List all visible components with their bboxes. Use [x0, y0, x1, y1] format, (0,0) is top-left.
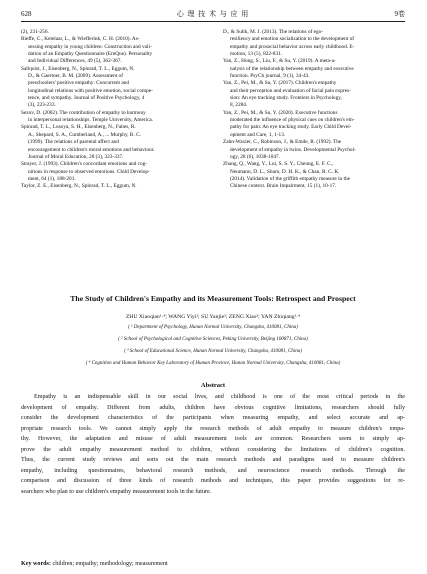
- affiliation-3: ( ³ School of Educational Science, Hunan Normal University, Changsha, 410081, China): [124, 349, 302, 354]
- reference-line: dation of an Empathy Questionnaire (EmQue). Personality: [28, 51, 153, 58]
- keywords-label: Key words:: [21, 561, 51, 567]
- reference-line: Zhang, Q., Wang, Y., Lui, S. S. Y., Cheung, E. F. C.,: [223, 161, 334, 168]
- reference-line: sion: An eye tracking study. Frontiers in Psychology,: [230, 95, 342, 102]
- running-header: [21, 8, 405, 20]
- reference-line: 8, 2284.: [230, 102, 248, 109]
- reference-line: Zahn-Waxler, C., Robinson, J., & Emde, R. (1992). The: [223, 139, 342, 146]
- references-left-column: [21, 29, 202, 191]
- reference-line: Chinese context. Brain Impairment, 15 (1), 10-17.: [230, 183, 337, 190]
- abstract-body: [21, 392, 405, 497]
- reference-line: development of empathy in twins. Developmental Psychol-: [230, 146, 356, 153]
- reference-line: motion, 13 (5), 822-831.: [230, 51, 283, 58]
- reference-line: D., & Gaertner, B. M. (2009). Assessment of: [28, 73, 123, 80]
- abstract-line: thy. However, the adaptation and misuse of adult measurement tools are common. Researchers seem to simply ap-: [21, 436, 405, 442]
- reference-line: Yan, Z., Pei, M., & Su, Y. (2017). Children's empathy: [223, 80, 337, 87]
- reference-line: A., Shepard, S. A., Cumberland, A., ... Murphy, B. C.: [28, 131, 141, 138]
- reference-entry: [21, 36, 202, 65]
- reference-entry: [223, 80, 406, 109]
- abstract-line: prove the adult empathy measurement method to children, without considering the limitations of children's cognition.: [21, 446, 405, 453]
- reference-entry: [21, 110, 202, 125]
- abstract-line: development of empathy. Different from adults, children have obvious cognitive limitations, researchers should fully: [21, 404, 405, 411]
- reference-line: Sezov, D. (2002). The contribution of empathy to harmony: [21, 109, 146, 116]
- volume-label: 9卷: [394, 10, 405, 18]
- reference-line: in interpersonal relationships. Temple University, America.: [28, 117, 154, 124]
- reference-line: opment and Care, 1, 1-13.: [230, 131, 286, 138]
- reference-line: nalysis of the relationship between empathy and executive: [230, 65, 354, 72]
- reference-entry: [223, 139, 406, 161]
- reference-line: Taylor, Z. E., Eisenberg, N., Spinrad, T. L., Eggum, N.: [21, 183, 137, 190]
- keywords-line: [21, 560, 405, 569]
- references-right-column: [223, 29, 406, 191]
- reference-line: preschoolers' positive empathy: Concurrent and: [28, 80, 129, 87]
- reference-entry: [21, 183, 202, 190]
- english-title: The Study of Children's Empathy and its Measurement Tools: Retrospect and Prospect: [70, 294, 356, 303]
- reference-line: function. PsyCh journal, 9 (1), 34-43.: [230, 73, 310, 80]
- reference-line: longitudinal relations with positive emotion, social compe-: [28, 87, 153, 94]
- reference-line: D., & Sulik, M. J. (2013). The relations of ego-: [223, 29, 324, 35]
- reference-line: Journal of Moral Education, 28 (3), 323-337.: [28, 153, 124, 160]
- journal-title: 心 理 技 术 与 应 用: [176, 10, 250, 18]
- reference-line: resiliency and emotion socialization to the development of: [230, 36, 354, 43]
- reference-line: nitions in response to observed emotions. Child Develop-: [28, 168, 150, 175]
- reference-line: pathy for pain: An eye tracking study. Early Child Devel-: [230, 124, 352, 131]
- reference-line: ogy, 28 (6), 1038-1047.: [230, 153, 280, 160]
- abstract-line: comparison and discussion of three kinds of research methods and techniques, this paper provides suggestions for re-: [21, 478, 405, 484]
- reference-line: encouragement to children's moral emotions and behaviour.: [28, 146, 155, 153]
- reference-entry: [21, 161, 202, 183]
- affiliation-4: ( ⁴ Cognition and Human Behavior Key Laboratory of Human Province, Hunan Normal University, Changsha, 410081, China): [85, 361, 341, 366]
- affiliation-1: ( ¹ Department of Psychology, Hunan Normal University, Changsha, 410081, China): [128, 325, 298, 330]
- abstract-line: consider the development characteristics of the participants when measuring empathy, and select accurate and ap-: [21, 415, 405, 421]
- reference-line: Sallquist, J., Eisenberg, N., Spinrad, T. L., Eggum, N.: [21, 65, 135, 72]
- affiliation-2: ( ² School of Psychological and Cognitive Sciences, Peking University, Beijing 100871, China): [118, 337, 308, 342]
- page-number: 628: [21, 10, 32, 18]
- reference-line: (2), 231-256.: [21, 29, 49, 35]
- reference-entry: [223, 110, 406, 139]
- reference-line: empathy and prosocial behavior across early childhood. E-: [230, 43, 355, 50]
- abstract-heading: Abstract: [200, 382, 226, 389]
- reference-line: ment, 64 (1), 188-201.: [28, 175, 76, 182]
- abstract-line: Empathy is an indispensable skill in our social lives, and childhood is one of the most critical periods in the: [34, 394, 405, 400]
- reference-entry: [21, 124, 202, 161]
- reference-entry: [223, 161, 406, 190]
- reference-entry: [21, 29, 202, 36]
- reference-line: sessing empathy in young children: Construction and vali-: [28, 43, 152, 50]
- abstract-line: empathy, including questionnaires, behavioral research methods, and neuroscience research methods. Through the: [21, 467, 405, 474]
- reference-entry: [21, 66, 202, 110]
- reference-line: Rieffe, C., Ketelaar, L., & Wiefferink, C. H. (2010). As-: [21, 36, 140, 43]
- reference-line: Yan, Z., Hong, S., Liu, F., & Su, Y. (2019). A meta-a-: [223, 58, 336, 65]
- keywords-text: children; empathy; methodology; measurement: [50, 561, 168, 567]
- reference-line: Spinrad, T. L., Losoya, S. H., Eisenberg, N., Fabes, R.: [21, 124, 136, 131]
- reference-entry: [223, 58, 406, 80]
- abstract-line: propriate research tools. We cannot simply apply the research methods of adult empathy to measure children's empa-: [21, 425, 405, 432]
- reference-line: (2014). Validation of the griffith empathy measure in the: [230, 175, 350, 182]
- abstract-line: searchers who plan to use children's empathy measurement tools in the future.: [21, 488, 212, 495]
- reference-line: tence, and sympathy. Journal of Positive Psychology, 4: [28, 95, 145, 102]
- reference-line: (3), 223-233.: [28, 102, 56, 109]
- abstract-line: Thus, the current study reviews and sorts out the main research methods and paradigms used to measure children's: [21, 457, 405, 463]
- header-rule: [21, 21, 405, 22]
- reference-line: Yan, Z., Pei, M., & Su, Y. (2020). Executive functions: [223, 109, 338, 116]
- reference-line: Strayer, J. (1993). Children's concordant emotions and cog-: [21, 161, 148, 168]
- author-list: ZHU Xiaoqian¹·⁴; WANG Yiyi²; SU Yanjie²; ZENG Xiao³; YAN Zhiqiang¹·⁴: [125, 314, 301, 320]
- reference-line: moderated the influence of physical cues on children's em-: [230, 117, 355, 124]
- reference-line: and their perception and evaluation of facial pain expres-: [230, 87, 351, 94]
- reference-line: and Individual Differences, 49 (5), 362-367.: [28, 58, 122, 65]
- reference-line: Neumann, D. L., Shum, D. H. K., & Chan, R. C. K.: [230, 168, 340, 175]
- reference-line: (1999). The relations of parental affect and: [28, 139, 119, 146]
- reference-entry: [223, 29, 406, 58]
